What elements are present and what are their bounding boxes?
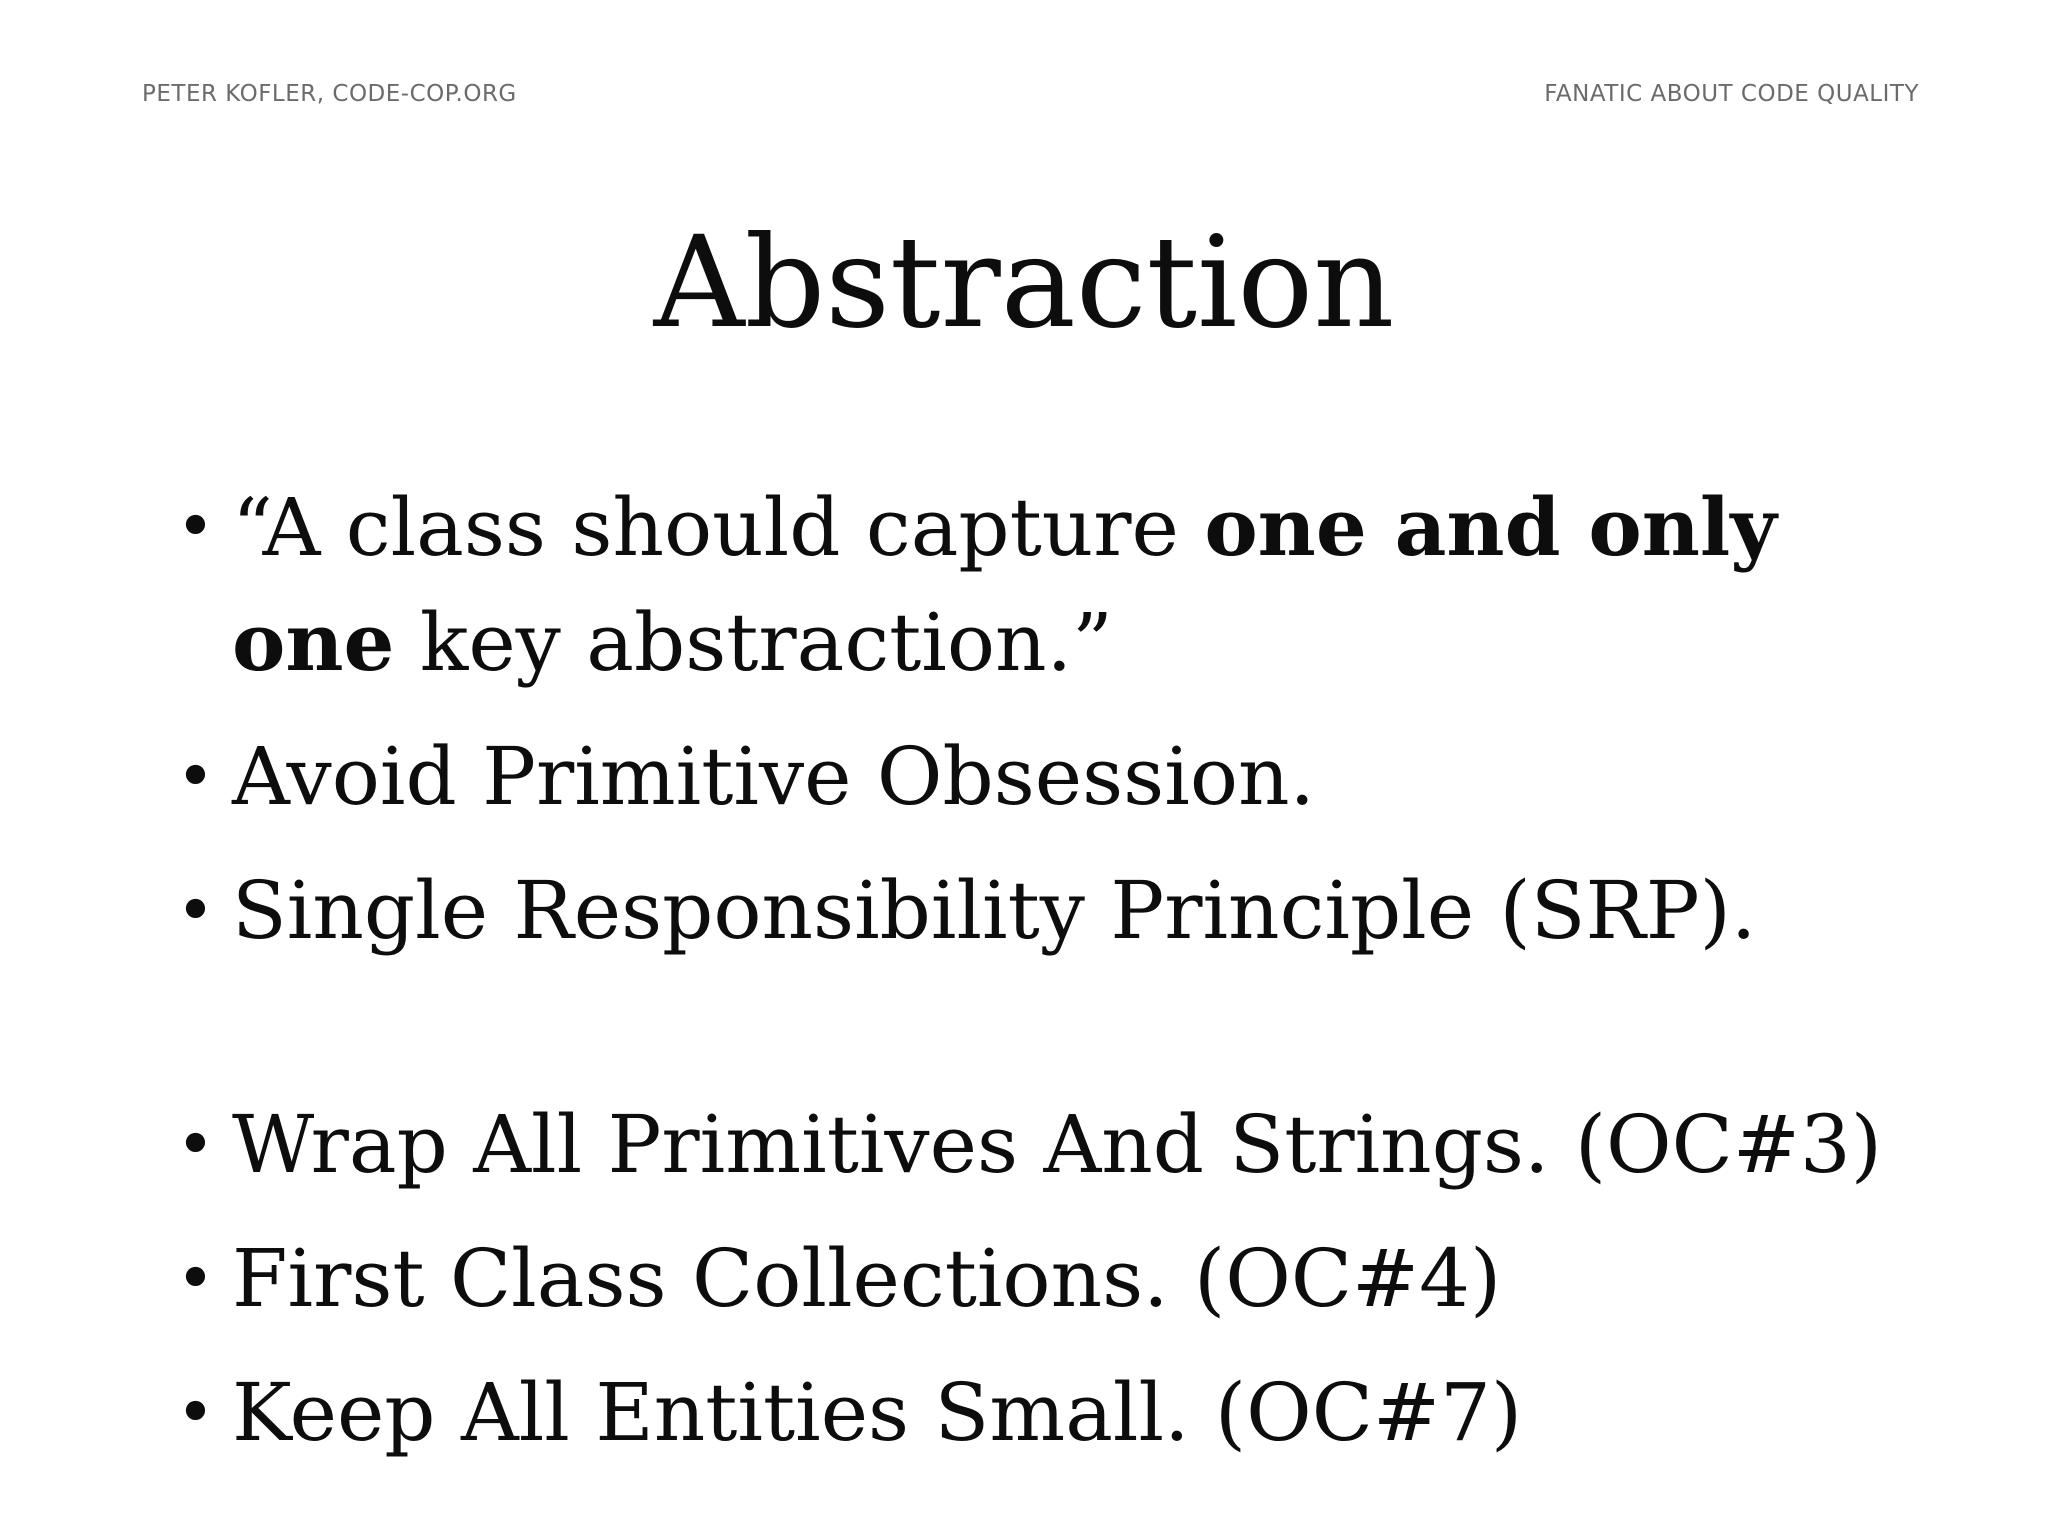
- header-tagline: FANATIC ABOUT CODE QUALITY: [1544, 81, 1919, 107]
- slide-title: Abstraction: [653, 209, 1395, 356]
- bullet-item-small-entities: [172, 1356, 2002, 1470]
- quote-text-start: “A class should capture: [232, 481, 1205, 574]
- bullet-icon: •: [176, 1106, 215, 1183]
- bullet-item-primitive-obsession: [172, 720, 2002, 834]
- bullet-icon: •: [176, 488, 215, 565]
- bullet-item-quote: [172, 470, 1852, 700]
- bullet-text: Avoid Primitive Obsession.: [232, 730, 1315, 823]
- bullet-icon: •: [176, 1240, 215, 1317]
- bullet-item-first-class-collections: [172, 1222, 2002, 1336]
- quote-text-end: key abstraction.”: [394, 596, 1113, 689]
- bullet-item-srp: [172, 854, 2002, 968]
- bullet-icon: •: [176, 872, 215, 949]
- bullet-text: Keep All Entities Small. (OC#7): [232, 1366, 1523, 1459]
- bullet-text: First Class Collections. (OC#4): [232, 1232, 1502, 1325]
- bullet-icon: •: [176, 1374, 215, 1451]
- quote-emphasis: one and only one: [232, 480, 1777, 689]
- bullet-icon: •: [176, 738, 215, 815]
- header-author: PETER KOFLER, CODE-COP.ORG: [142, 81, 517, 107]
- bullet-text: Single Responsibility Principle (SRP).: [232, 864, 1757, 957]
- bullet-list: [172, 470, 2002, 1490]
- bullet-item-wrap-primitives: [172, 1088, 2002, 1202]
- bullet-text: Wrap All Primitives And Strings. (OC#3): [232, 1098, 1882, 1191]
